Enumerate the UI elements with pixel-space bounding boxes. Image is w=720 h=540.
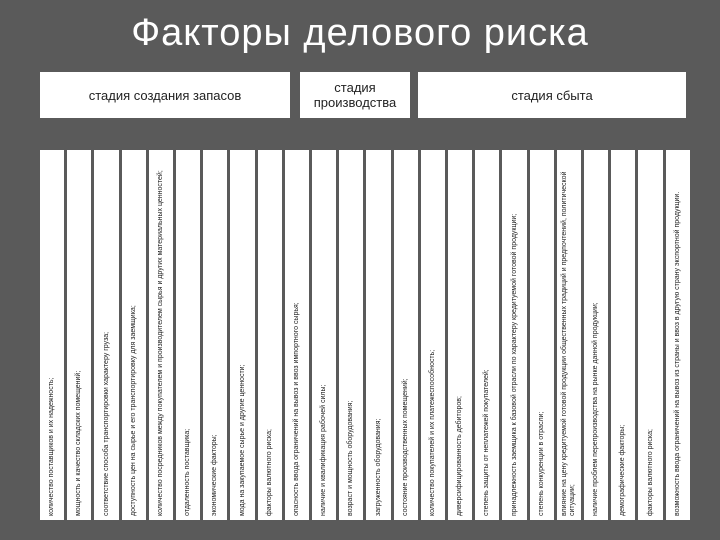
factors-list <box>40 150 690 520</box>
factor-column <box>421 150 445 520</box>
stage-inventory-label: стадия создания запасов <box>88 87 242 103</box>
factor-column <box>230 150 254 520</box>
stage-production-box <box>300 72 410 118</box>
factor-label: количество посредников между покупателем и производителем сырья и других материальных ценностей; <box>156 170 164 516</box>
factor-column <box>475 150 499 520</box>
factor-label: принадлежность заемщика к базовой отрасли по характеру кредитуемой готовой продукции; <box>510 213 518 516</box>
factor-label: возможность ввода ограничений на вывоз из страны и ввоз в другую страну экспортной продукции. <box>673 191 681 516</box>
page-title: Факторы делового риска <box>131 12 589 54</box>
factor-label: влияние на цену кредитуемой готовой продукции общественных традиций и предпочтений, политической ситуации; <box>560 171 576 516</box>
factor-label: степень конкуренции в отрасли; <box>537 411 545 516</box>
factor-label: мощность и качество складских помещений; <box>75 370 83 516</box>
factor-column <box>40 150 64 520</box>
factor-column <box>94 150 118 520</box>
factor-column <box>339 150 363 520</box>
factor-label: возраст и мощность оборудования; <box>347 400 355 516</box>
factor-label: состояние производственных помещений; <box>401 378 409 516</box>
factor-column <box>557 150 581 520</box>
factor-column <box>67 150 91 520</box>
factor-label: диверсифицированность дебиторов; <box>456 396 464 516</box>
factor-label: опасность ввода ограничений на вывоз и ввоз импортного сырья; <box>292 302 300 516</box>
factor-column <box>258 150 282 520</box>
factor-label: соответствие способа транспортировки характеру груза; <box>102 331 110 516</box>
stage-sales-label: стадия сбыта <box>511 87 593 103</box>
factor-column <box>149 150 173 520</box>
factor-label: отдаленность поставщика; <box>184 428 192 516</box>
factor-column <box>285 150 309 520</box>
factor-label: факторы валютного риска; <box>265 429 273 516</box>
factor-label: количество покупателей и их платежеспособность; <box>428 349 436 516</box>
factor-label: наличие и квалификация рабочей силы; <box>320 384 328 516</box>
factor-label: наличие проблем перепроизводства на рынке данной продукции; <box>592 302 600 516</box>
factor-column <box>502 150 526 520</box>
factor-label: демографические факторы; <box>619 424 627 516</box>
factor-column <box>366 150 390 520</box>
factor-column <box>638 150 662 520</box>
factor-label: количество поставщиков и их надежность; <box>48 377 56 516</box>
factor-label: мода на закупаемое сырье и другие ценности; <box>238 364 246 516</box>
factor-column <box>122 150 146 520</box>
factor-column <box>448 150 472 520</box>
factor-column <box>584 150 608 520</box>
stage-sales-box <box>418 72 686 118</box>
factor-column <box>312 150 336 520</box>
factor-column <box>530 150 554 520</box>
factor-label: степень защиты от неплатежей покупателей; <box>483 369 491 516</box>
factor-label: экономические факторы; <box>211 434 219 516</box>
factor-label: доступность цен на сырье и его транспортировку для заемщика; <box>129 305 137 516</box>
factor-column <box>394 150 418 520</box>
factor-column <box>203 150 227 520</box>
factor-column <box>666 150 690 520</box>
factor-column <box>176 150 200 520</box>
stage-inventory-box <box>40 72 290 118</box>
factor-column <box>611 150 635 520</box>
factor-label: загруженность оборудования; <box>374 418 382 516</box>
stage-production-label: стадия производства <box>313 80 397 110</box>
factor-label: факторы валютного риска; <box>646 429 654 516</box>
